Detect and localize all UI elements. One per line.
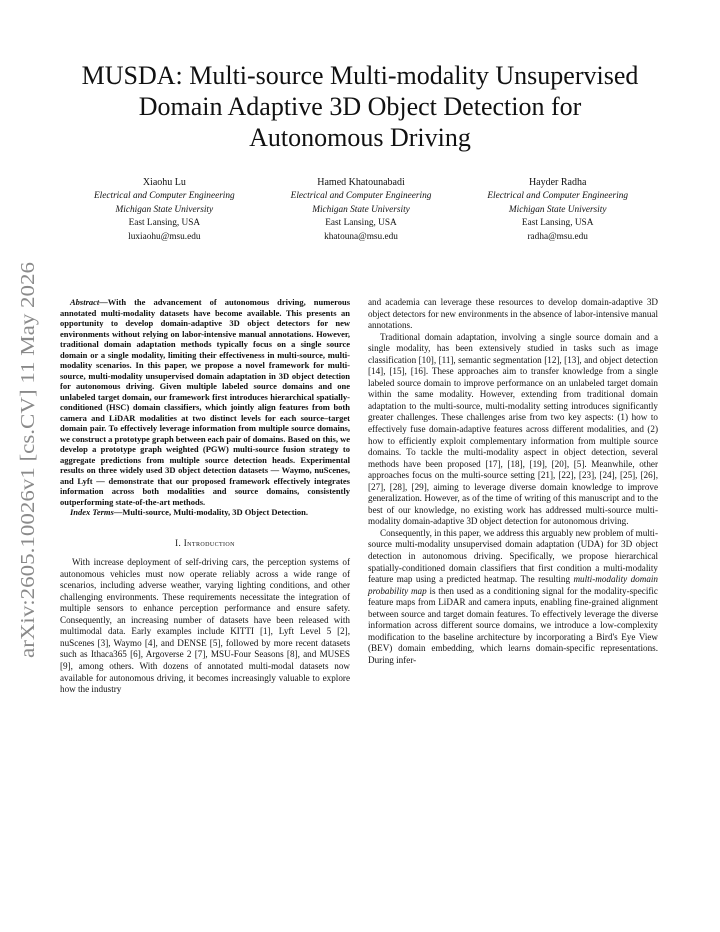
intro-paragraph-1: With increase deployment of self-driving cars, the perception systems of autonomous vehicles must now operate reliably across a wide range of scenarios, including adverse weather, varying lighting conditions, and other challenging environments. These requirements necessitate the integration of multiple sensors to enhance perception performance and ensure safety. Consequently, an increasing number of datasets have been released with multimodal data. Early examples include KITTI [1], Lyft Level 5 [2], nuScenes [3], Waymo [4], and DENSE [5], followed by more recent datasets such as Ithaca365 [6], Argoverse 2 [7], MSU-Four Seasons [8], and MUSES [9], among others. With dozens of annotated multi-modal datasets now available for autonomous driving, it becomes increasingly valuable to explore how the industry — [60, 557, 350, 695]
author-univ: Michigan State University — [115, 204, 214, 215]
paragraph-text: is then used as a conditioning signal for the modality-specific feature maps from LiDAR and camera inputs, enabling fine-grained alignment between source and target domain features. To effectively leverage the diverse information across different source domains, we introduce a low-complexity modification to the baseline architecture by incorporating a Bird's Eye View (BEV) domain embedding, which learns domain-specific representations. During infer- — [368, 585, 658, 665]
intro-paragraph-continued: and academia can leverage these resources to develop domain-adaptive 3D object detectors for new environments in the absence of labor-intensive manual annotations. — [368, 297, 658, 331]
abstract-label: Abstract — [70, 297, 100, 307]
abstract-text: —With the advancement of autonomous driving, numerous annotated multi-modality datasets have become available. This presents an opportunity to develop domain-adaptive 3D object detectors for new environments without relying on labor-intensive manual annotations. However, traditional domain adaptation methods typically focus on a single source domain or a single modality, limiting their effectiveness in multi-source, multi-modality scenarios. In this paper, we propose a novel framework for multi-source, multi-modality unsupervised domain adaptation in 3D object detection for autonomous driving. Given multiple labeled source domains and one unlabeled target domain, our framework first introduces hierarchical spatially-conditioned (HSC) domain classifiers, which jointly align features from both camera and LiDAR modalities at two distinct levels for each source–target domain pair. To effectively leverage information from multiple source domains, we construct a prototype graph between each pair of domains. Based on this, we develop a prototype graph weighted (PGW) multi-source fusion strategy to aggregate predictions from multiple source detection heads. Experimental results on three widely used 3D object detection datasets — Waymo, nuScenes, and Lyft — demonstrate that our proposed framework effectively integrates information across both modalities and source domains, consistently outperforming state-of-the-art methods. — [60, 297, 350, 507]
emphasized-term: multi-modality domain probability map — [368, 574, 658, 596]
arxiv-stamp — [14, 260, 40, 660]
author-email: radha@msu.edu — [527, 231, 588, 242]
index-terms-label: Index Terms — [70, 507, 114, 517]
paragraph-text: Consequently, in this paper, we address this arguably new problem of multi-source multi-modality unsupervised domain adaptation (UDA) for 3D object detection in autonomous driving. Specifically, we propose hierarchical spatially-conditioned domain classifiers that first condition a multi-modality feature map using a predicted heatmap. The resulting — [368, 527, 658, 585]
author-dept: Electrical and Computer Engineering — [290, 191, 432, 202]
author-dept: Electrical and Computer Engineering — [487, 191, 629, 202]
arxiv-stamp-text: arXiv:2605.10026v1 [cs.CV] 11 May 2026 — [18, 321, 39, 658]
author-2 — [263, 176, 460, 244]
author-city: East Lansing, USA — [521, 218, 594, 229]
section-heading: I. Introduction — [175, 537, 235, 548]
author-name: Hayder Radha — [528, 177, 587, 188]
author-name: Hamed Khatounabadi — [317, 177, 405, 188]
author-univ: Michigan State University — [312, 204, 410, 215]
abstract — [60, 297, 350, 507]
author-1 — [66, 176, 263, 244]
author-city: East Lansing, USA — [325, 218, 397, 229]
author-city: East Lansing, USA — [128, 218, 201, 229]
index-terms — [60, 507, 350, 518]
index-terms-text: —Multi-source, Multi-modality, 3D Object Detection. — [113, 507, 308, 517]
author-name: Xiaohu Lu — [142, 177, 186, 188]
author-3 — [459, 176, 656, 244]
right-column — [368, 297, 658, 667]
paper-title: MUSDA: Multi-source Multi-modality Unsupervised Domain Adaptive 3D Object Detection for Autonomous Driving — [81, 61, 639, 152]
left-column — [60, 297, 350, 696]
author-email: luxiaohu@msu.edu — [128, 231, 201, 242]
author-dept: Electrical and Computer Engineering — [93, 191, 235, 202]
intro-paragraph-2: Traditional domain adaptation, involving a single source domain and a single modality, has been extensively studied in tasks such as image classification [10], [11], semantic segmentation [12], [13], and object detection [14], [15], [16]. These approaches aim to transfer knowledge from a single labeled source domain to improve performance on an unlabeled target domain within the same modality. However, extending from traditional domain adaptation to the multi-source, multi-modality setting introduces significantly greater challenges. These challenges arise from two key aspects: (1) how to effectively fuse domain-adaptive features across different modalities, and (2) how to efficiently exploit complementary information from multiple source domains. To tackle the multi-modality aspect in object detection, several methods have been proposed [17], [18], [19], [20], [5]. Meanwhile, other approaches focus on the multi-source setting [21], [22], [23], [24], [25], [26], [27], [28], [29], aiming to leverage diverse domain knowledge to improve generalization. However, as of the time of writing of this manuscript and to the best of our knowledge, no existing work has addressed multi-source multi-modality domain-adaptive 3D object detection for autonomous driving. — [368, 331, 658, 527]
author-block — [66, 176, 656, 244]
author-univ: Michigan State University — [508, 204, 607, 215]
author-email: khatouna@msu.edu — [324, 231, 398, 242]
intro-paragraph-3 — [368, 528, 658, 667]
